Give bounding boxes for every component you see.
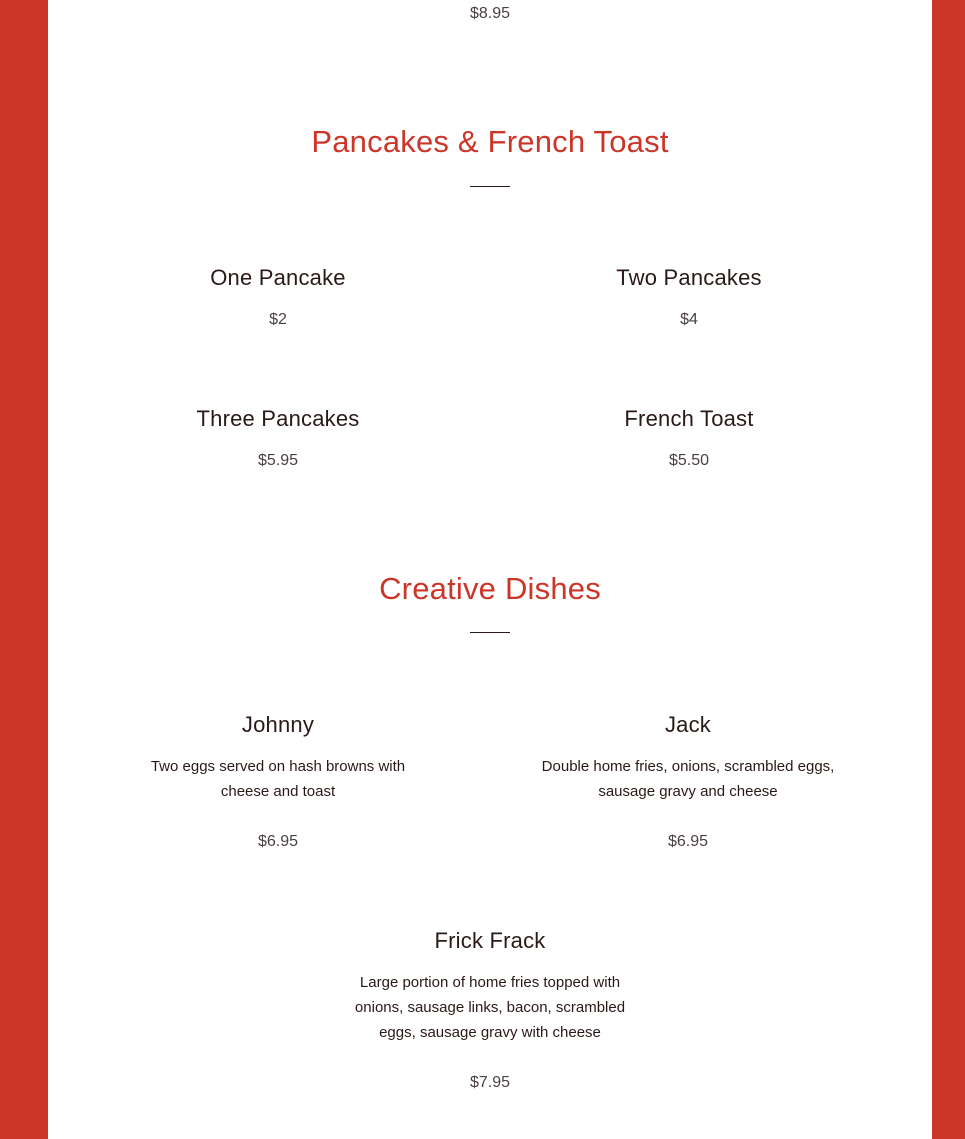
item-price: $4 <box>680 311 698 328</box>
item-description: Two eggs served on hash browns with cheese and toast <box>150 758 406 800</box>
item-price: $5.95 <box>257 452 299 469</box>
section-divider <box>470 632 510 633</box>
section-title-creative: Creative Dishes <box>379 571 601 606</box>
item-name: Three Pancakes <box>196 406 360 431</box>
section-title-pancakes: Pancakes & French Toast <box>311 124 669 159</box>
item-description: Double home fries, onions, scrambled eggs, sausage gravy and cheese <box>541 758 835 800</box>
item-price: $2 <box>269 311 287 328</box>
section-divider <box>470 186 510 187</box>
item-price: $6.95 <box>257 833 299 850</box>
item-name: One Pancake <box>210 265 346 290</box>
previous-item-price: $8.95 <box>469 5 511 22</box>
item-name: Jack <box>664 712 712 737</box>
item-price: $6.95 <box>667 833 709 850</box>
menu-page <box>48 0 932 1139</box>
item-name: Johnny <box>241 712 315 737</box>
item-name: Frick Frack <box>434 928 546 953</box>
item-price: $7.95 <box>469 1074 511 1091</box>
item-name: Two Pancakes <box>616 265 762 290</box>
item-name: French Toast <box>624 406 754 431</box>
item-description: Large portion of home fries topped with onions, sausage links, bacon, scrambled eggs, sausage gravy with cheese <box>354 974 626 1041</box>
item-price: $5.50 <box>668 452 710 469</box>
